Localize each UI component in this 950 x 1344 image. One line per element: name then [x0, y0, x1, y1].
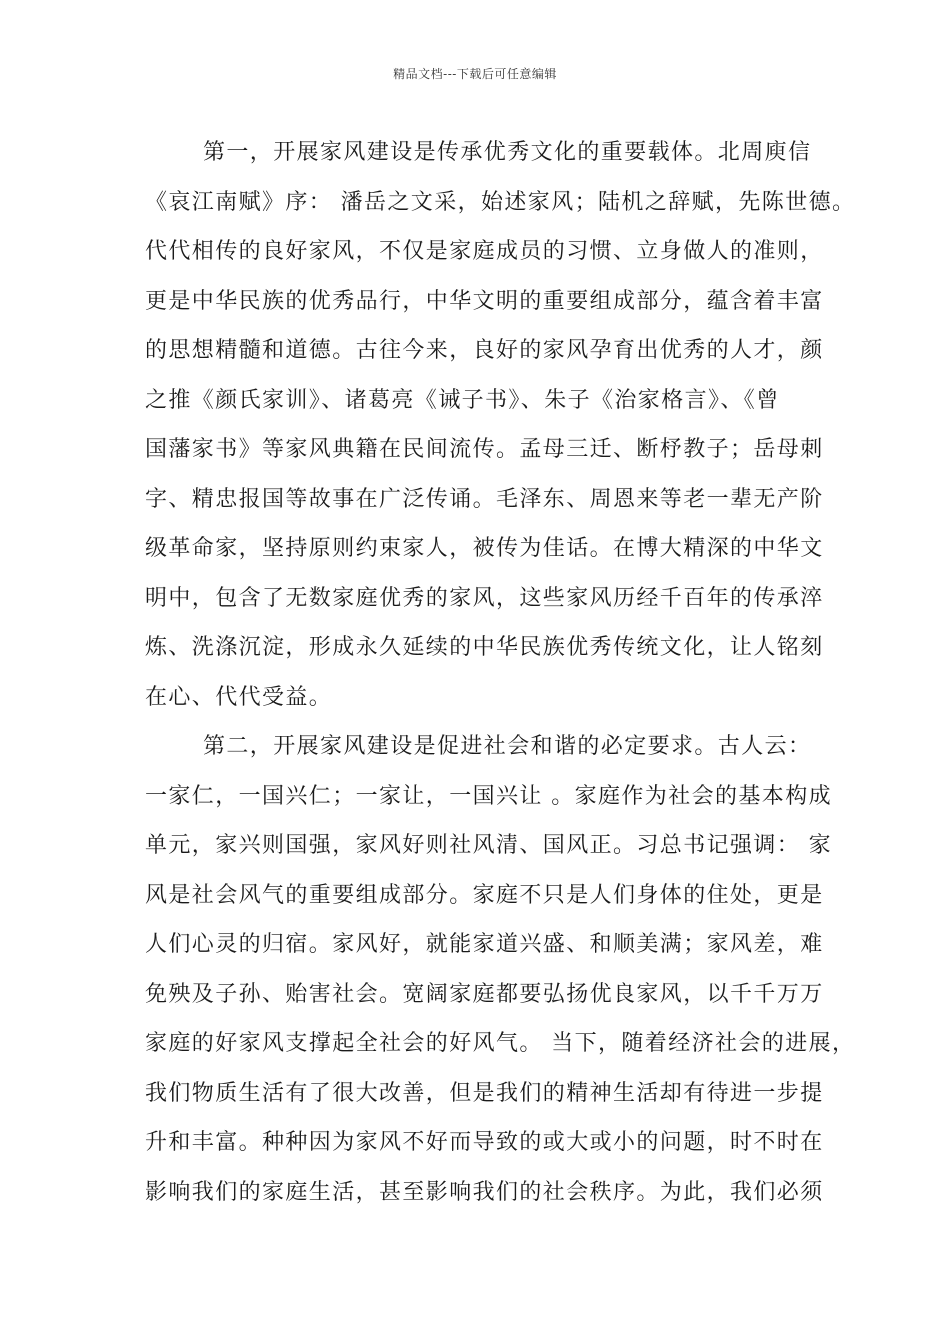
- paragraph-2-line: 升和丰富。种种因为家风不好而导致的或大或小的问题，时不时在: [145, 1130, 824, 1155]
- paragraph-1-line: 在心、代代受益。: [145, 684, 333, 710]
- paragraph-2-line: 单元，家兴则国强，家风好则社风清、国风正。习总书记强调： 家: [145, 833, 832, 858]
- paragraph-2-line: 影响我们的家庭生活，甚至影响我们的社会秩序。为此，我们必须: [145, 1179, 824, 1205]
- paragraph-1-line: 之推《颜氏家训》、诸葛亮《诫子书》、朱子《治家格言》、《曾: [145, 387, 780, 413]
- paragraph-2-line: 人们心灵的归宿。家风好，就能家道兴盛、和顺美满；家风差，难: [145, 932, 824, 957]
- paragraph-2-line: 家庭的好家风支撑起全社会的好风气。 当下，随着经济社会的进展，: [145, 1031, 856, 1056]
- paragraph-1-line: 更是中华民族的优秀品行，中华文明的重要组成部分，蕴含着丰富: [145, 288, 824, 314]
- body-text: [145, 133, 856, 1222]
- paragraph-2-line: 第二，开展家风建设是促进社会和谐的必定要求。古人云：: [203, 734, 812, 759]
- paragraph-1-line: 级革命家，坚持原则约束家人，被传为佳话。在博大精深的中华文: [145, 536, 824, 561]
- paragraph-2-line: 我们物质生活有了很大改善，但是我们的精神生活却有待进一步提: [145, 1080, 824, 1106]
- paragraph-1-line: 《哀江南赋》序： 潘岳之文采，始述家风；陆机之辞赋，先陈世德。: [145, 189, 856, 215]
- paragraph-1-line: 国藩家书》等家风典籍在民间流传。孟母三迁、断杼教子；岳母刺: [145, 437, 824, 462]
- page-header: 精品文档---下载后可任意编辑: [393, 67, 557, 81]
- paragraph-1-line: 代代相传的良好家风，不仅是家庭成员的习惯、立身做人的准则，: [145, 239, 824, 264]
- paragraph-1-line: 炼、洗涤沉淀，形成永久延续的中华民族优秀传统文化，让人铭刻: [145, 635, 824, 660]
- paragraph-2-line: 风是社会风气的重要组成部分。家庭不只是人们身体的住处，更是: [145, 882, 824, 908]
- paragraph-1-line: 字、精忠报国等故事在广泛传诵。毛泽东、周恩来等老一辈无产阶: [145, 486, 824, 512]
- paragraph-1-line: 第一，开展家风建设是传承优秀文化的重要载体。北周庾信: [203, 140, 812, 165]
- paragraph-1-line: 明中，包含了无数家庭优秀的家风，这些家风历经千百年的传承淬: [145, 585, 824, 611]
- paragraph-1-line: 的思想精髓和道德。古往今来，良好的家风孕育出优秀的人才，颜: [145, 338, 824, 363]
- paragraph-2-line: 免殃及子孙、贻害社会。宽阔家庭都要弘扬优良家风，以千千万万: [145, 981, 824, 1007]
- paragraph-2-line: 一家仁，一国兴仁；一家让，一国兴让 。家庭作为社会的基本构成: [145, 783, 832, 809]
